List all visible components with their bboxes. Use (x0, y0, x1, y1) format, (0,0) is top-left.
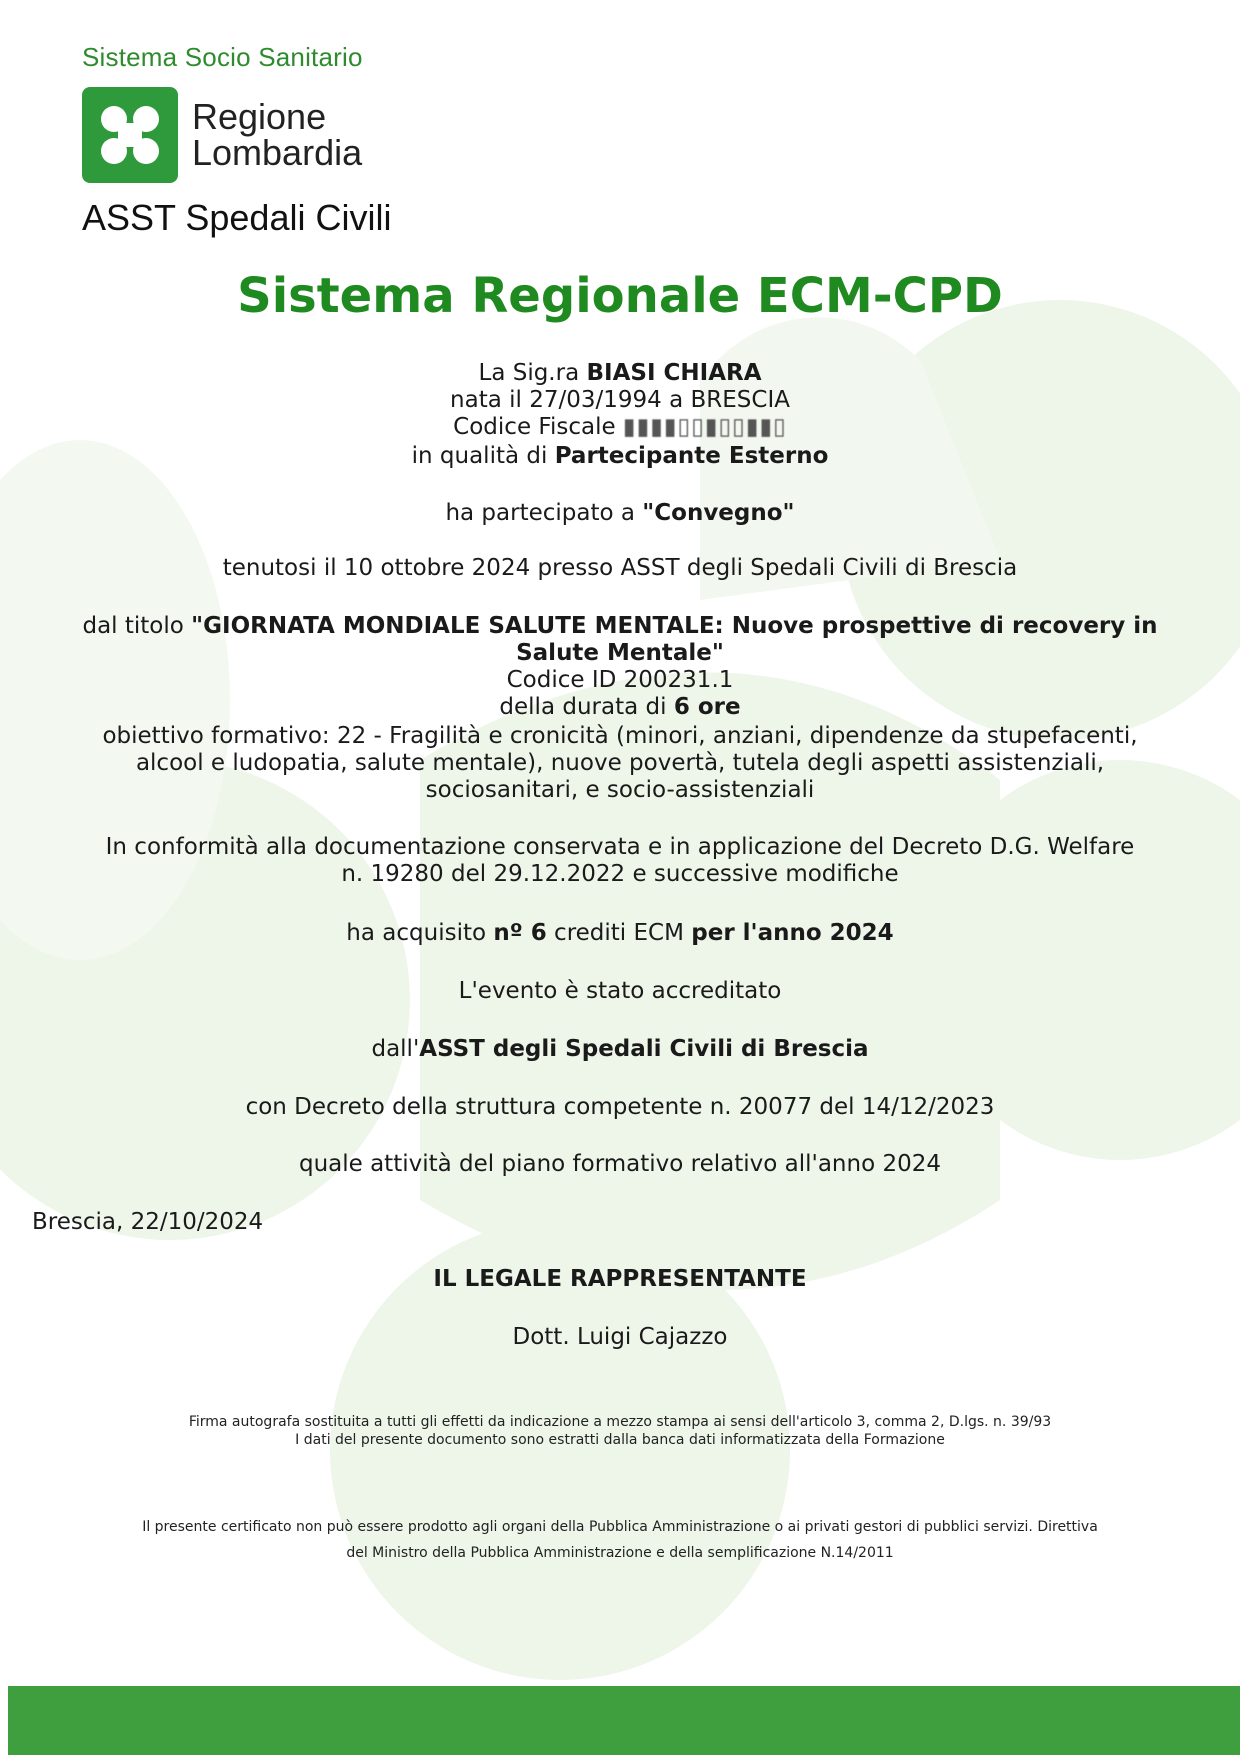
credits-year: per l'anno 2024 (691, 920, 894, 946)
decree-line: con Decreto della struttura competente n. 20077 del 14/12/2023 (245, 1094, 995, 1120)
note-data-source: I dati del presente documento sono estratti dalla banca dati informatizzata della Formazione (295, 1432, 945, 1448)
held-line: tenutosi il 10 ottobre 2024 presso ASST degli Spedali Civili di Brescia (222, 555, 1018, 581)
credits-prefix: ha acquisito (346, 920, 494, 946)
accreditation-by-line (20, 1036, 1220, 1063)
event-title-line1 (20, 613, 1220, 640)
duration-line (20, 694, 1220, 721)
accreditation-by-name: ASST degli Spedali Civili di Brescia (419, 1036, 869, 1062)
logo-row (82, 87, 391, 183)
note-usage-line2: del Ministro della Pubblica Amministrazione e della semplificazione N.14/2011 (346, 1545, 894, 1561)
footer-bar (8, 1686, 1240, 1755)
event-type: "Convegno" (642, 500, 795, 526)
birth-line: nata il 27/03/1994 a BRESCIA (450, 387, 790, 413)
logo-region-line1: Regione (192, 96, 327, 137)
regione-lombardia-logo-icon (82, 87, 178, 183)
participated-line (20, 500, 1220, 527)
role-line (20, 443, 1220, 470)
salutation: La Sig.ra (478, 360, 587, 386)
page-title: Sistema Regionale ECM-CPD (237, 268, 1003, 324)
role-value: Partecipante Esterno (554, 443, 829, 469)
credits-middle: crediti ECM (546, 920, 692, 946)
event-title-line2 (20, 640, 1220, 667)
place-date: Brescia, 22/10/2024 (32, 1209, 264, 1235)
logo-system-text: Sistema Socio Sanitario (82, 42, 363, 72)
fiscal-code-redacted: ▮▮▮▮▯▯▮▯▯▮▮▯ (622, 414, 787, 440)
note-signature: Firma autografa sostituita a tutti gli effetti da indicazione a mezzo stampa ai sensi dell'articolo 3, comma 2, D.lgs. n. 39/93 (188, 1414, 1052, 1430)
fiscal-code-line (20, 414, 1220, 441)
signature-role-text: IL LEGALE RAPPRESENTANTE (433, 1266, 807, 1292)
participant-name: BIASI CHIARA (586, 360, 762, 386)
role-prefix: in qualità di (411, 443, 555, 469)
event-code-line: Codice ID 200231.1 (506, 667, 734, 693)
plan-line: quale attività del piano formativo relativo all'anno 2024 (298, 1151, 942, 1177)
note-usage-line1: Il presente certificato non può essere prodotto agli organi della Pubblica Amministrazione o ai privati gestori di pubblici servizi. Direttiva (142, 1519, 1098, 1535)
duration-prefix: della durata di (499, 694, 674, 720)
event-title-part2: Salute Mentale" (516, 640, 724, 666)
objective-line1: obiettivo formativo: 22 - Fragilità e cronicità (minori, anziani, dipendenze da stupefacenti, (102, 723, 1138, 749)
event-title-part1: "GIORNATA MONDIALE SALUTE MENTALE: Nuove prospettive di recovery in (191, 613, 1158, 639)
signature-name: Dott. Luigi Cajazzo (512, 1324, 728, 1350)
accreditation-by-prefix: dall' (371, 1036, 420, 1062)
participated-prefix: ha partecipato a (445, 500, 643, 526)
conformity-line1: In conformità alla documentazione conservata e in applicazione del Decreto D.G. Welfare (105, 834, 1135, 860)
fiscal-code-label: Codice Fiscale (453, 414, 623, 440)
conformity-line2: n. 19280 del 29.12.2022 e successive modifiche (341, 861, 899, 887)
event-title-prefix: dal titolo (82, 613, 192, 639)
accreditation-line: L'evento è stato accreditato (458, 978, 782, 1004)
duration-value: 6 ore (673, 694, 741, 720)
logo-region-name (192, 96, 363, 173)
credits-line (20, 920, 1220, 947)
logo-asst-text: ASST Spedali Civili (82, 197, 392, 238)
logo-block (82, 42, 391, 239)
objective-line3: sociosanitari, e socio-assistenziali (425, 777, 815, 803)
credits-count: nº 6 (493, 920, 547, 946)
signature-role (20, 1266, 1220, 1293)
logo-region-line2: Lombardia (192, 132, 363, 173)
participant-name-line (20, 360, 1220, 387)
objective-line2: alcool e ludopatia, salute mentale), nuove povertà, tutela degli aspetti assistenziali, (135, 750, 1105, 776)
